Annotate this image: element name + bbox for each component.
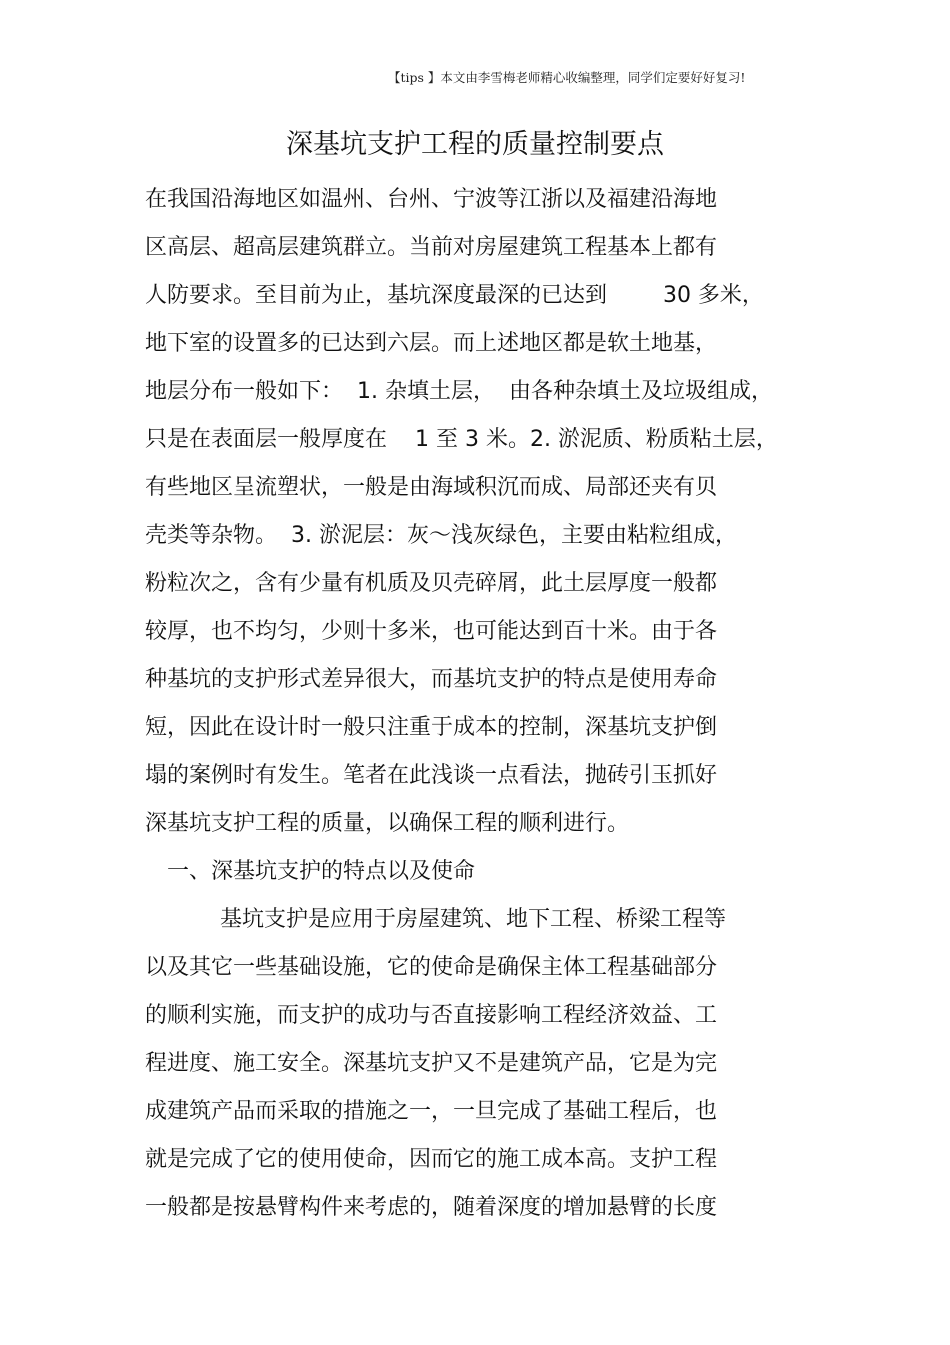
body-line-text: 地下室的设置多的已达到六层。而上述地区都是软土地基， (145, 331, 718, 356)
body-line (145, 1142, 717, 1173)
body-line (145, 566, 717, 597)
body-line-text: 区高层、超高层建筑群立。当前对房屋建筑工程基本上都有 (145, 235, 718, 260)
document-title: 深基坑支护工程的质量控制要点 (286, 129, 664, 160)
body-line-text: 壳类等杂物。 3. 淤泥层：灰～浅灰绿色，主要由粘粒组成， (145, 523, 737, 548)
body-line-text: 有些地区呈流塑状，一般是由海域积沉而成、局部还夹有贝 (145, 475, 718, 500)
body-line-text: 深基坑支护工程的质量，以确保工程的顺利进行。 (145, 811, 630, 836)
body-line (145, 758, 717, 789)
body-line-text: 在我国沿海地区如温州、台州、宁波等江浙以及福建沿海地 (145, 187, 718, 212)
body-line (145, 950, 717, 981)
body-line-text: 种基坑的支护形式差异很大，而基坑支护的特点是使用寿命 (145, 667, 718, 692)
body-line-text: 人防要求。至目前为止，基坑深度最深的已达到 30 多米， (145, 283, 764, 308)
body-line (145, 230, 717, 261)
header-tip: 【tips 】本文由李雪梅老师精心收编整理，同学们定要好好复习! (388, 70, 746, 85)
body-line-text: 一般都是按悬臂构件来考虑的，随着深度的增加悬臂的长度 (145, 1195, 718, 1220)
body-line (145, 1046, 717, 1077)
body-line (145, 182, 717, 213)
body-line (145, 470, 717, 501)
section-heading-text: 一、深基坑支护的特点以及使命 (167, 859, 476, 884)
body-line-text: 塌的案例时有发生。笔者在此浅谈一点看法，抛砖引玉抓好 (145, 763, 718, 788)
body-line-text: 的顺利实施，而支护的成功与否直接影响工程经济效益、工 (145, 1003, 718, 1028)
body-line-text: 短，因此在设计时一般只注重于成本的控制，深基坑支护倒 (145, 715, 718, 740)
body-line (145, 326, 717, 357)
body-line-text: 以及其它一些基础设施，它的使命是确保主体工程基础部分 (145, 955, 718, 980)
body-line (145, 1190, 717, 1221)
body-line (145, 374, 773, 405)
body-line (145, 422, 778, 453)
body-line (145, 998, 717, 1029)
section-heading (167, 854, 475, 885)
body-line-text: 地层分布一般如下： 1. 杂填土层， 由各种杂填土及垃圾组成， (145, 379, 773, 404)
body-line (145, 278, 764, 309)
body-line-text: 只是在表面层一般厚度在 1 至 3 米。2. 淤泥质、粉质粘土层， (145, 427, 778, 452)
body-line (145, 518, 737, 549)
body-line-text: 程进度、施工安全。深基坑支护又不是建筑产品，它是为完 (145, 1051, 718, 1076)
body-line-text: 成建筑产品而采取的措施之一，一旦完成了基础工程后，也 (145, 1099, 718, 1124)
body-line-text: 较厚，也不均匀，少则十多米，也可能达到百十米。由于各 (145, 619, 718, 644)
body-line-text: 基坑支护是应用于房屋建筑、地下工程、桥梁工程等 (220, 907, 727, 932)
body-line (145, 662, 717, 693)
body-line (145, 614, 717, 645)
body-line-text: 就是完成了它的使用使命，因而它的施工成本高。支护工程 (145, 1147, 718, 1172)
body-line (220, 902, 726, 933)
body-line-text: 粉粒次之，含有少量有机质及贝壳碎屑，此土层厚度一般都 (145, 571, 718, 596)
body-line (145, 1094, 717, 1125)
body-line (145, 710, 717, 741)
body-line (145, 806, 629, 837)
